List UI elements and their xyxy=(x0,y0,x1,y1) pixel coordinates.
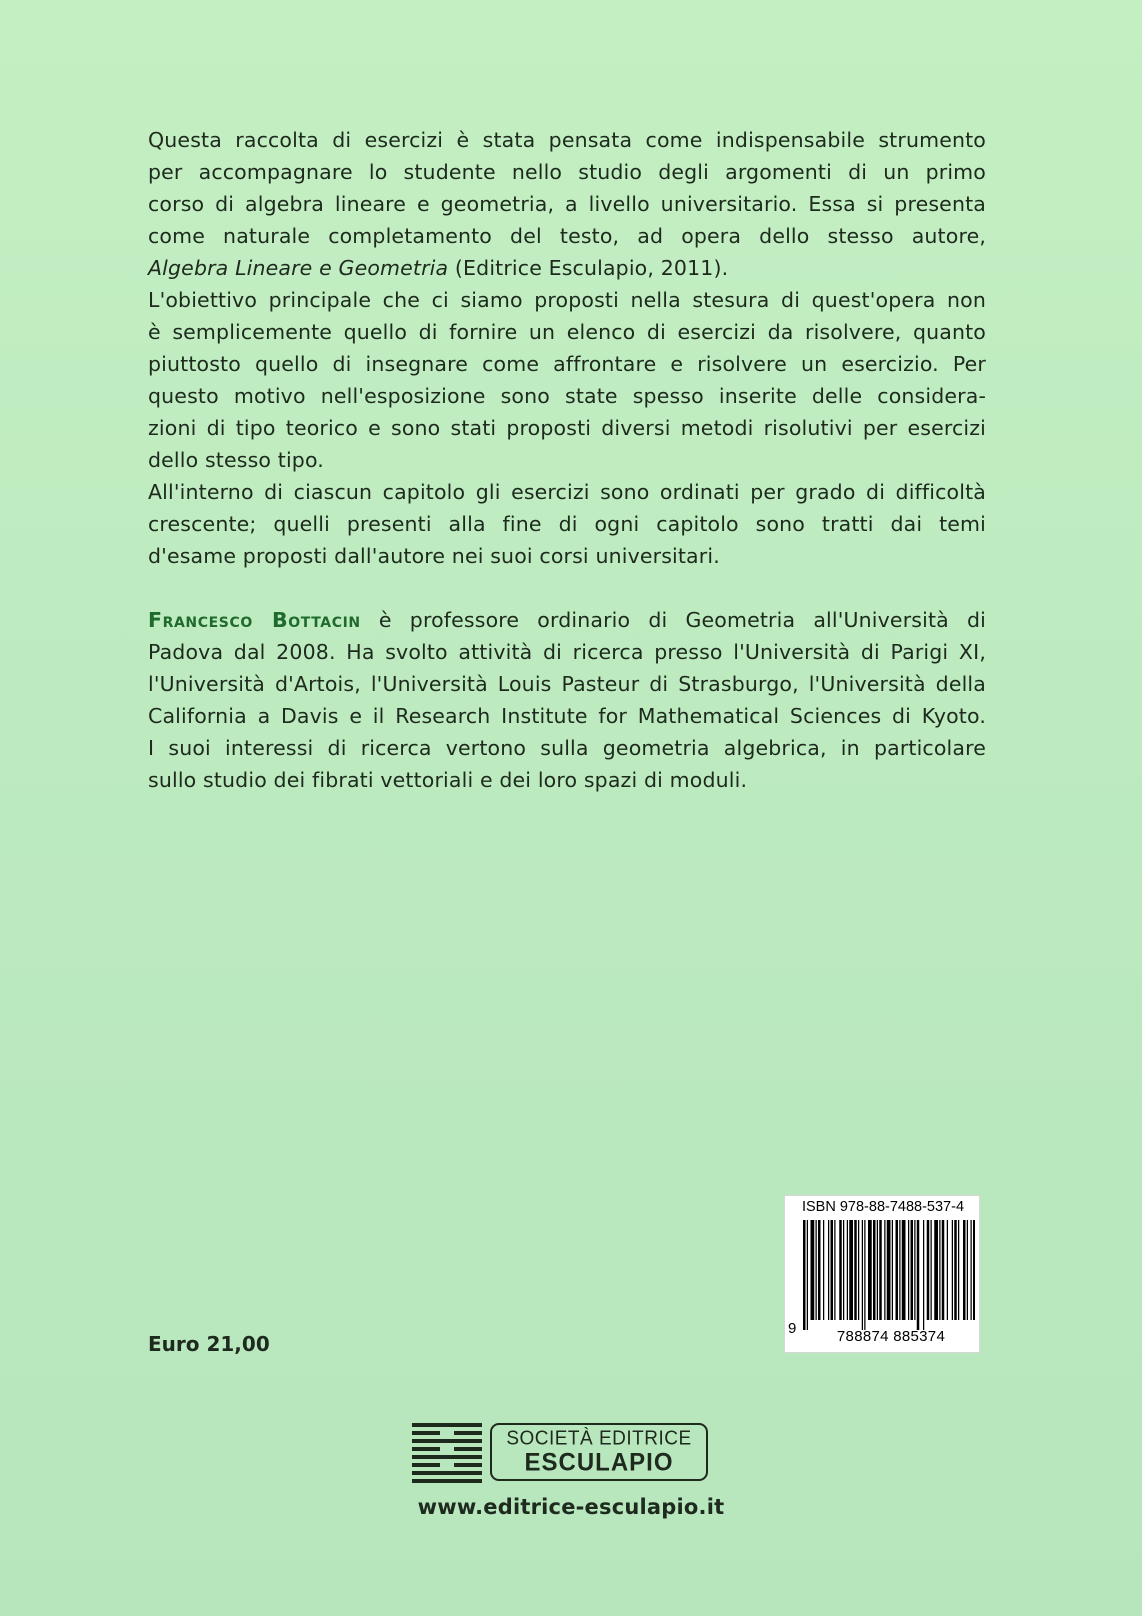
barcode-bar xyxy=(923,1220,924,1330)
barcode-bar xyxy=(971,1220,972,1320)
blurb-line: L'obiettivo principale che ci siamo proposti nella stesura di quest'opera non xyxy=(148,288,986,312)
barcode-bar xyxy=(854,1220,857,1320)
barcode-bar xyxy=(892,1220,893,1320)
barcode-bar xyxy=(864,1220,865,1330)
barcode-bar xyxy=(967,1220,968,1320)
barcode-bar xyxy=(931,1220,932,1320)
barcode-bar xyxy=(877,1220,878,1320)
author-bio-line: I suoi interessi di ricerca vertono sulla geometria algebrica, in particolare xyxy=(148,736,986,760)
barcode-bar xyxy=(887,1220,891,1320)
barcode-bar xyxy=(908,1220,909,1320)
barcode-bar xyxy=(952,1220,953,1320)
book-title: Algebra Lineare e Geometria xyxy=(148,256,449,280)
blurb-line-book-reference xyxy=(148,252,986,284)
barcode-bar xyxy=(849,1220,853,1320)
isbn-barcode xyxy=(784,1195,980,1353)
barcode-bar xyxy=(823,1220,824,1320)
isbn-number: ISBN 978-88-7488-537-4 xyxy=(801,1199,965,1215)
publisher-logo xyxy=(412,1421,708,1485)
publisher-website: www.editrice-esculapio.it xyxy=(417,1495,725,1519)
blurb-line: All'interno di ciascun capitolo gli esercizi sono ordinati per grado di difficoltà xyxy=(148,480,986,504)
barcode-bar xyxy=(843,1220,844,1320)
barcode-bar xyxy=(973,1220,975,1320)
barcode-bar xyxy=(954,1220,957,1320)
barcode-bar xyxy=(803,1220,806,1330)
author-name: Francesco Bottacin xyxy=(148,608,361,632)
author-bio xyxy=(148,604,986,796)
barcode-bar xyxy=(807,1220,808,1330)
blurb-line: Questa raccolta di esercizi è stata pensata come indispensabile strumento xyxy=(148,128,986,152)
publisher-logo-line2: ESCULAPIO xyxy=(524,1448,674,1477)
ean-first-digit: 9 xyxy=(788,1320,797,1337)
blurb-line: corso di algebra lineare e geometria, a livello universitario. Essa si presenta xyxy=(148,192,986,216)
blurb-line: d'esame proposti dall'autore nei suoi corsi universitari. xyxy=(148,544,720,568)
barcode-bar xyxy=(914,1220,915,1320)
blurb-line: come naturale completamento del testo, ad opera dello stesso autore, xyxy=(148,224,986,248)
barcode-bar xyxy=(831,1220,834,1320)
barcode-bar xyxy=(862,1220,863,1330)
barcode-bar xyxy=(939,1220,940,1320)
blurb-line: questo motivo nell'esposizione sono state spesso inserite delle considera- xyxy=(148,384,986,408)
barcode-bar xyxy=(884,1220,885,1320)
publisher-logo-mark xyxy=(412,1421,482,1485)
barcode-bar xyxy=(816,1220,817,1320)
author-bio-first-line: è professore ordinario di Geometria all'Università di xyxy=(360,608,986,632)
barcode-bar xyxy=(811,1220,815,1320)
barcode-bar xyxy=(879,1220,882,1320)
blurb-line: per accompagnare lo studente nello studio degli argomenti di un primo xyxy=(148,160,986,184)
book-publisher-ref: (Editrice Esculapio, 2011). xyxy=(448,256,729,280)
barcode-bar xyxy=(858,1220,859,1320)
barcode-bar xyxy=(896,1220,899,1320)
barcode-bar xyxy=(873,1220,876,1320)
ean-digits: 788874 885374 xyxy=(836,1328,946,1345)
barcode-bar xyxy=(942,1220,945,1320)
author-bio-line xyxy=(148,604,986,636)
blurb-line: zioni di tipo teorico e sono stati proposti diversi metodi risolutivi per esercizi xyxy=(148,416,986,440)
author-bio-line: Padova dal 2008. Ha svolto attività di ricerca presso l'Università di Parigi XI, xyxy=(148,640,986,664)
barcode-bar xyxy=(911,1220,914,1320)
price-label: Euro 21,00 xyxy=(148,1332,270,1356)
barcode-bar xyxy=(958,1220,959,1320)
barcode-bar xyxy=(934,1220,938,1320)
barcode-bar xyxy=(847,1220,848,1320)
barcode-bars xyxy=(803,1220,975,1330)
barcode-bar xyxy=(868,1220,872,1320)
barcode-bar xyxy=(917,1220,920,1330)
barcode-bar xyxy=(927,1220,930,1320)
publisher-logo-line1: SOCIETÀ EDITRICE xyxy=(506,1427,692,1450)
author-bio-line: sullo studio dei fibrati vettoriali e dei loro spazi di moduli. xyxy=(148,768,748,792)
blurb-line: crescente; quelli presenti alla fine di ogni capitolo sono tratti dai temi xyxy=(148,512,986,536)
barcode-bar xyxy=(839,1220,842,1320)
barcode-bar xyxy=(818,1220,821,1320)
barcode-bar xyxy=(899,1220,900,1320)
author-bio-line: California a Davis e il Research Institute for Mathematical Sciences di Kyoto. xyxy=(148,704,986,728)
author-bio-line: l'Università d'Artois, l'Università Louis Pasteur di Strasburgo, l'Università della xyxy=(148,672,986,696)
blurb-text xyxy=(148,124,986,572)
barcode-bar xyxy=(834,1220,835,1320)
publisher-logo-box xyxy=(490,1423,708,1481)
barcode-bar xyxy=(963,1220,966,1320)
barcode-bar xyxy=(902,1220,906,1320)
blurb-line: dello stesso tipo. xyxy=(148,448,324,472)
blurb-line: è semplicemente quello di fornire un elenco di esercizi da risolvere, quanto xyxy=(148,320,986,344)
blurb-line: piuttosto quello di insegnare come affrontare e risolvere un esercizio. Per xyxy=(148,352,986,376)
barcode-bar xyxy=(947,1220,948,1320)
barcode-bar xyxy=(828,1220,829,1320)
